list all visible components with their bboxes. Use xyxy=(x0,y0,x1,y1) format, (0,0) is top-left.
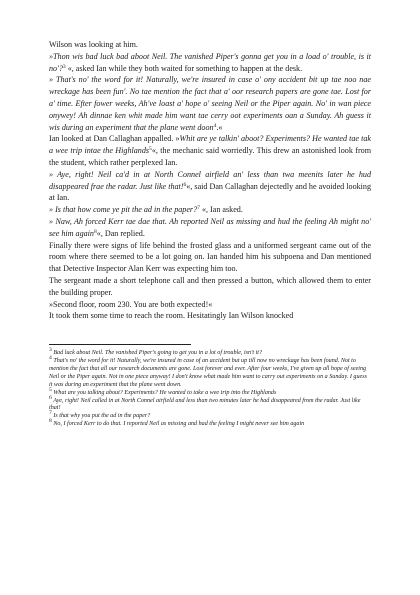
footnote-marker: 7 xyxy=(197,205,200,212)
paragraph xyxy=(49,133,371,168)
footnote-marker: 4 xyxy=(213,122,217,129)
text-run: It took them some time to reach the room. Hesitatingly Ian Wilson knocked xyxy=(49,311,294,321)
paragraph xyxy=(49,169,371,204)
footnote-marker: 8 xyxy=(93,228,97,235)
footnote-divider xyxy=(49,344,191,345)
footnote-text: Aye, right! Neil called in at North Connel airfield and less than two minutes later he had disappeared from the radar. Just like that! xyxy=(49,397,361,412)
text-run: Finally there were signs of life behind the frosted glass and a uniformed sergeant came out of the room where there seemed to be a lot going on. Ian handed him his subpoena and Dan mentioned that Detective Inspector Alan Kerr was expecting him too. xyxy=(49,240,371,274)
text-run: «, the mechanic said worriedly. This drew an astonished look from the student, which rather perplexed Ian. xyxy=(49,146,371,167)
paragraph xyxy=(49,216,371,240)
footnote-marker: 5 xyxy=(149,146,152,153)
paragraph xyxy=(49,310,371,322)
text-run: »Thon wis bad luck bad aboot Neil. The vanished Piper's gonna get you in a load o' trouble, is it no'? xyxy=(49,51,371,73)
footnote-number: 7 xyxy=(49,410,52,417)
paragraph xyxy=(49,299,371,311)
footnote-text: That's no' the word for it! Naturally, we're insured in case of an accident but up till now no wreckage has been found. Not to mention the fact that all our research documents are gone. Lost forever and ever. After four weeks, I've given up all hope of seeing Neil or the Piper again. Not in one piece anyway! I don't know what made him want to carry out experiments on a Sunday. I guess it was during an experiment that the plane went down. xyxy=(49,358,367,388)
paragraph xyxy=(49,74,371,133)
text-run: » That's no' the word for it! Naturally, we're insured in case o' ony accident bit up tae noo nae wreckage has been fun'. No tae mention the fact that a' oor research papers are gone tae. Lost for a' time. Efter fower weeks, Ah've loast a' hope o' seeing Neil or the Piper again. No' in wan piece onywey! Ah dinnae ken whit made him want tae cerry oot experiments oan a Sunday. Ah guess it wis during an experiment that the plane went doon xyxy=(49,75,371,132)
footnote-number: 8 xyxy=(49,418,52,425)
footnote-text: No, I forced Kerr to do that. I reported Neil as missing and had the feeling I might never see him again xyxy=(51,421,305,428)
footnote-number: 3 xyxy=(49,347,52,354)
footnotes xyxy=(49,347,371,429)
footnote xyxy=(49,355,371,390)
body-text xyxy=(49,39,371,322)
footnote xyxy=(49,418,371,429)
text-run: Whit are ye talkin' aboot? Experiments? He wanted tae tak a wee trip intae the Highlands xyxy=(49,134,371,156)
footnote-marker: 3 xyxy=(62,63,66,70)
footnote-marker: 6 xyxy=(183,181,187,188)
text-run: The sergeant made a short telephone call and then pressed a button, which allowed them to enter the building proper. xyxy=(49,275,371,297)
text-run: Wilson was looking at him. xyxy=(49,40,138,49)
footnote-text: Bad luck about Neil. The vanished Piper's going to get you in a lot of trouble, isn't it? xyxy=(51,350,263,357)
footnote-number: 6 xyxy=(49,394,52,401)
text-run: » Is that how come ye pit the ad in the paper? xyxy=(49,205,198,215)
paragraph xyxy=(49,51,371,75)
footnote-text: Is that why you put the ad in the paper? xyxy=(51,413,151,420)
footnote xyxy=(49,386,371,398)
footnote-text: What are you talking about? Experiments? He wanted to take a wee trip into the Highlands xyxy=(51,389,277,396)
paragraph xyxy=(49,275,371,299)
text-run: «, asked Ian while they both waited for something to happen at the desk. xyxy=(65,63,303,73)
text-run: .« xyxy=(216,122,223,132)
paragraph xyxy=(49,240,371,275)
footnote-number: 4 xyxy=(49,355,52,362)
text-run: «, Ian asked. xyxy=(199,205,243,215)
paragraph xyxy=(49,204,371,216)
footnote-number: 5 xyxy=(49,386,52,393)
text-run: » Aye, right! Neil ca'd in at North Connel airfield an' less than twa meenits later he hud disappeared frae the radar. Just like that! xyxy=(49,169,371,191)
text-run: » Naw, Ah forced Kerr tae dae that. Ah reported Neil as missing and hud the feeling Ah might no' see him again xyxy=(49,216,371,238)
footnote xyxy=(49,347,371,358)
paragraph xyxy=(49,39,371,51)
text-run: «, said Dan Callaghan dejectedly and he avoided looking at Ian. xyxy=(49,181,372,203)
text-run: »Second floor, room 230. You are both expected!« xyxy=(49,299,213,309)
text-run: «, Dan replied. xyxy=(96,228,145,238)
text-run: Ian looked at Dan Callaghan appalled. » xyxy=(49,134,180,144)
